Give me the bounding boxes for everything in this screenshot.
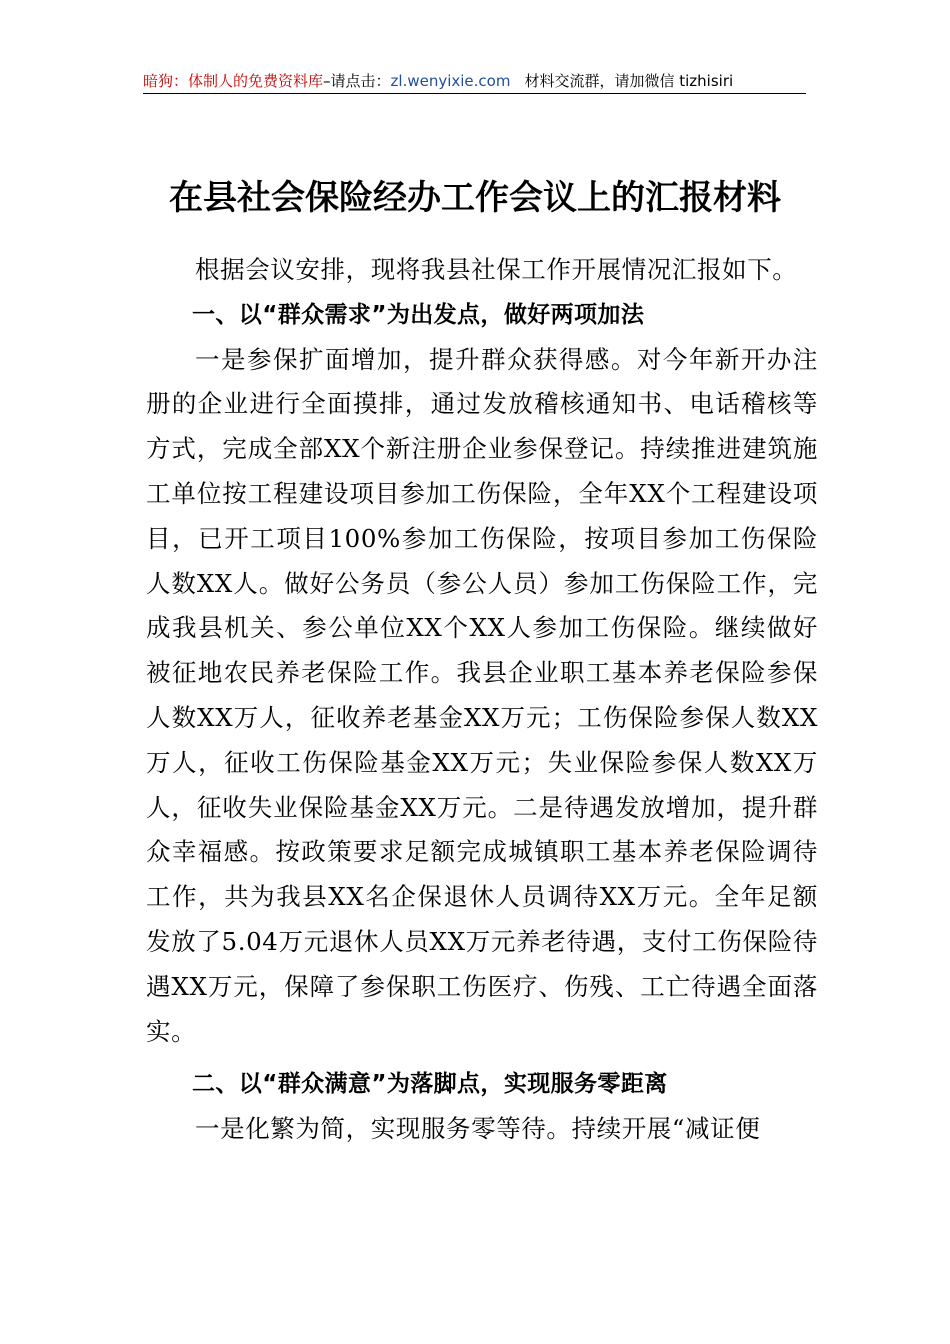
header-click-label: –请点击： (323, 72, 391, 90)
header-group-text: 材料交流群，请加微信 tizhisiri (524, 72, 734, 90)
section-1-heading: 一、以“群众需求”为出发点，做好两项加法 (192, 301, 645, 328)
page-header (143, 70, 806, 94)
intro-paragraph: 根据会议安排，现将我县社保工作开展情况汇报如下。 (195, 255, 798, 284)
section-2-heading: 二、以“群众满意”为落脚点，实现服务零距离 (192, 1071, 668, 1098)
document-title: 在县社会保险经办工作会议上的汇报材料 (169, 178, 781, 218)
section-2-paragraph: 一是化繁为简，实现服务零等待。持续开展“减证便 (195, 1114, 761, 1144)
section-1-paragraph: 一是参保扩面增加，提升群众获得感。对今年新开办注册的企业进行全面摸排，通过发放稽核通知书、电话稽核等方式，完成全部XX个新注册企业参保登记。持续推进建筑施工单位按工程建设项目参加工伤保险，全年XX个工程建设项目，已开工项目100%参加工伤保险，按项目参加工伤保险人数XX人。做好公务员（参公人员）参加工伤保险工作，完成我县机关、参公单位XX个XX人参加工伤保险。继续做好被征地农民养老保险工作。我县企业职工基本养老保险参保人数XX万人，征收养老基金XX万元；工伤保险参保人数XX万人，征收工伤保险基金XX万元；失业保险参保人数XX万人，征收失业保险基金XX万元。二是待遇发放增加，提升群众幸福感。按政策要求足额完成城镇职工基本养老保险调待工作，共为我县XX名企保退休人员调待XX万元。全年足额发放了5.04万元退休人员XX万元养老待遇，支付工伤保险待遇XX万元，保障了参保职工伤医疗、伤残、工亡待遇全面落实。 (146, 344, 818, 1046)
header-brand: 暗狗：体制人的免费资料库 (143, 72, 324, 90)
header-url-link[interactable]: zl.wenyixie.com (390, 72, 511, 90)
document-body (146, 248, 818, 1152)
